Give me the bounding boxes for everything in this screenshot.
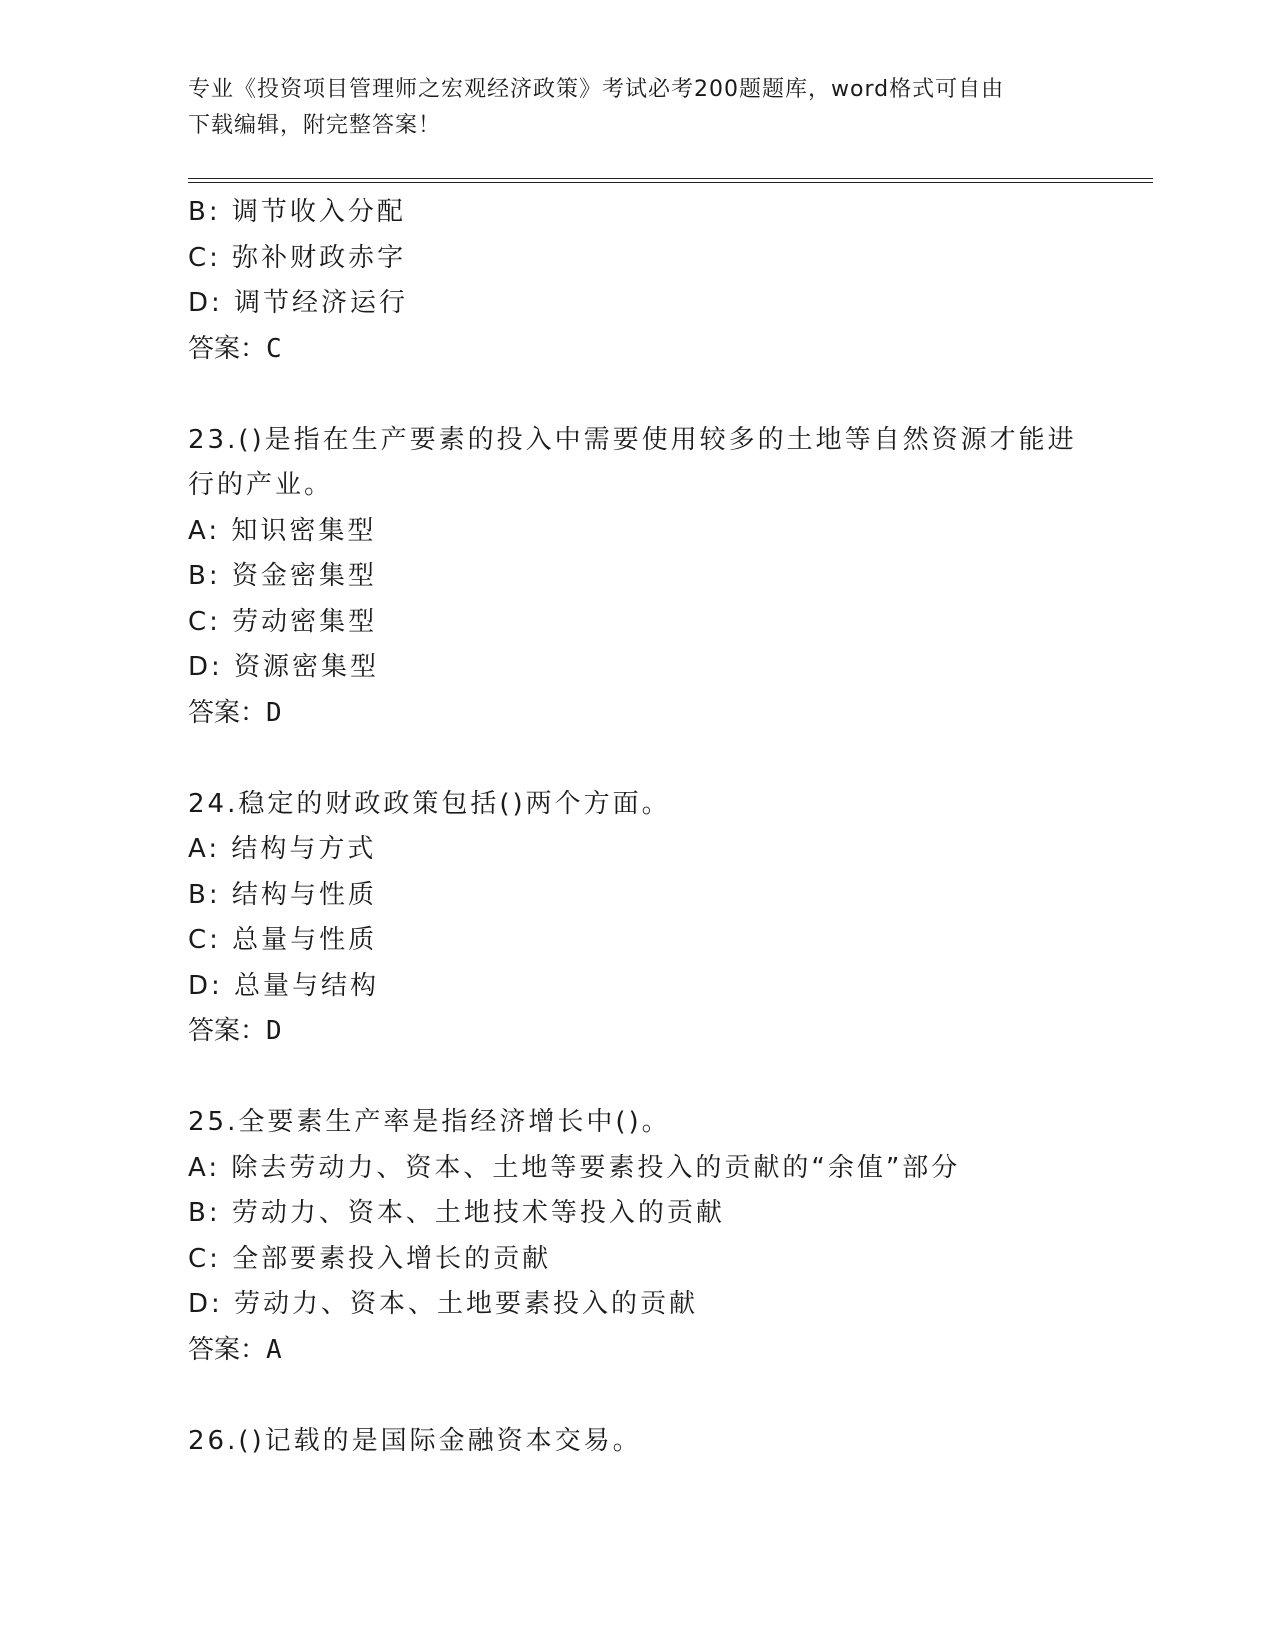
answer: 答案：D	[188, 1016, 282, 1046]
answer: 答案：C	[188, 333, 282, 364]
option-c: C: 总量与性质	[188, 925, 378, 955]
option-a: A: 除去劳动力、资本、土地等要素投入的贡献的“余值”部分	[188, 1152, 961, 1183]
question-text: 24.稳定的财政政策包括()两个方面。	[188, 788, 671, 819]
option-d: D: 劳动力、资本、土地要素投入的贡献	[188, 1289, 699, 1319]
option-d: D: 资源密集型	[188, 652, 380, 682]
option-c: C: 弥补财政赤字	[188, 242, 407, 273]
question-22	[188, 190, 1088, 372]
option-a: A: 结构与方式	[188, 834, 377, 864]
option-b: B: 结构与性质	[188, 879, 377, 910]
question-23	[188, 418, 1088, 737]
header-line-1: 专业《投资项目管理师之宏观经济政策》考试必考200题题库，word格式可自由	[188, 77, 1005, 102]
answer: 答案：D	[188, 697, 282, 728]
option-c: C: 全部要素投入增长的贡献	[188, 1243, 552, 1274]
question-24	[188, 782, 1088, 1055]
option-b: B: 调节收入分配	[188, 197, 406, 227]
header-divider-top	[188, 178, 1153, 179]
spacer	[188, 372, 1088, 418]
question-text: 26.()记载的是国际金融资本交易。	[188, 1425, 642, 1456]
option-a: A: 知识密集型	[188, 515, 377, 546]
spacer	[188, 1373, 1088, 1419]
question-list	[188, 190, 1088, 1464]
question-25	[188, 1100, 1088, 1373]
header-line-2: 下载编辑，附完整答案！	[188, 113, 442, 138]
option-b: B: 劳动力、资本、土地技术等投入的贡献	[188, 1198, 725, 1228]
spacer	[188, 1055, 1088, 1101]
question-text-line-1: 23.()是指在生产要素的投入中需要使用较多的土地等自然资源才能进	[188, 424, 1077, 455]
option-d: D: 调节经济运行	[188, 288, 409, 318]
question-text-line-2: 行的产业。	[188, 470, 334, 500]
option-c: C: 劳动密集型	[188, 606, 378, 637]
document-header	[188, 72, 1088, 144]
spacer	[188, 736, 1088, 782]
answer: 答案：A	[188, 1334, 282, 1365]
option-b: B: 资金密集型	[188, 561, 377, 591]
question-text: 25.全要素生产率是指经济增长中()。	[188, 1107, 671, 1137]
option-d: D: 总量与结构	[188, 970, 380, 1001]
header-divider-bottom	[188, 182, 1153, 183]
question-26	[188, 1419, 1088, 1465]
